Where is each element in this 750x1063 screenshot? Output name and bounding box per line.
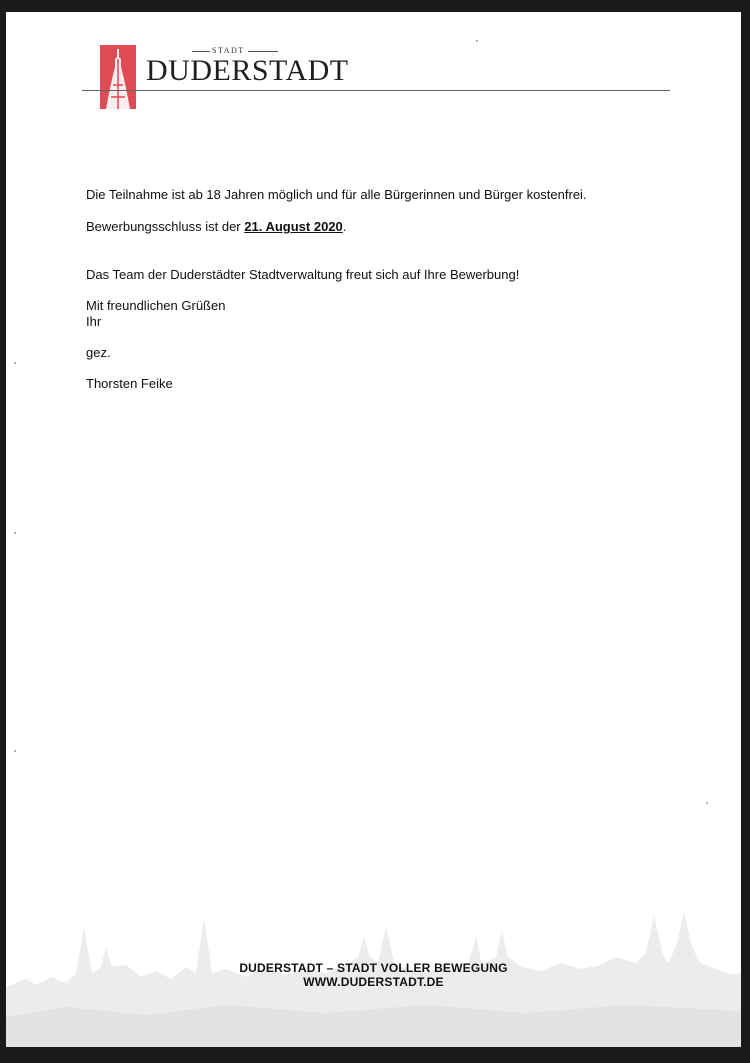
letter-page <box>6 12 741 1047</box>
closing-ihr: Ihr <box>86 314 102 329</box>
deadline-date: 21. August 2020 <box>244 219 343 234</box>
signer-name: Thorsten Feike <box>86 376 173 391</box>
closing-greeting: Mit freundlichen Grüßen <box>86 298 226 313</box>
footer-website: WWW.DUDERSTADT.DE <box>303 975 444 989</box>
paragraph-deadline <box>86 219 346 235</box>
scan-speck <box>706 802 708 804</box>
logo-line-left <box>192 51 210 52</box>
scan-speck <box>14 532 16 534</box>
paragraph-eligibility: Die Teilnahme ist ab 18 Jahren möglich und für alle Bürgerinnen und Bürger kostenfrei. <box>86 187 587 202</box>
scan-speck <box>14 750 16 752</box>
duderstadt-church-tower-logo-icon <box>100 45 136 109</box>
scan-speck <box>14 362 16 364</box>
deadline-suffix: . <box>342 219 347 234</box>
logo-wordmark: DUDERSTADT <box>146 54 349 87</box>
logo-line-right <box>248 51 278 52</box>
paragraph-team: Das Team der Duderstädter Stadtverwaltung freut sich auf Ihre Bewerbung! <box>86 267 520 282</box>
letterhead-rule <box>82 90 670 91</box>
gez-label: gez. <box>86 345 111 360</box>
logo-stadt-label: STADT <box>212 46 245 55</box>
scan-speck <box>476 40 478 42</box>
deadline-prefix: Bewerbungsschluss ist der <box>86 219 245 234</box>
footer-slogan: DUDERSTADT – STADT VOLLER BEWEGUNG <box>239 961 508 975</box>
